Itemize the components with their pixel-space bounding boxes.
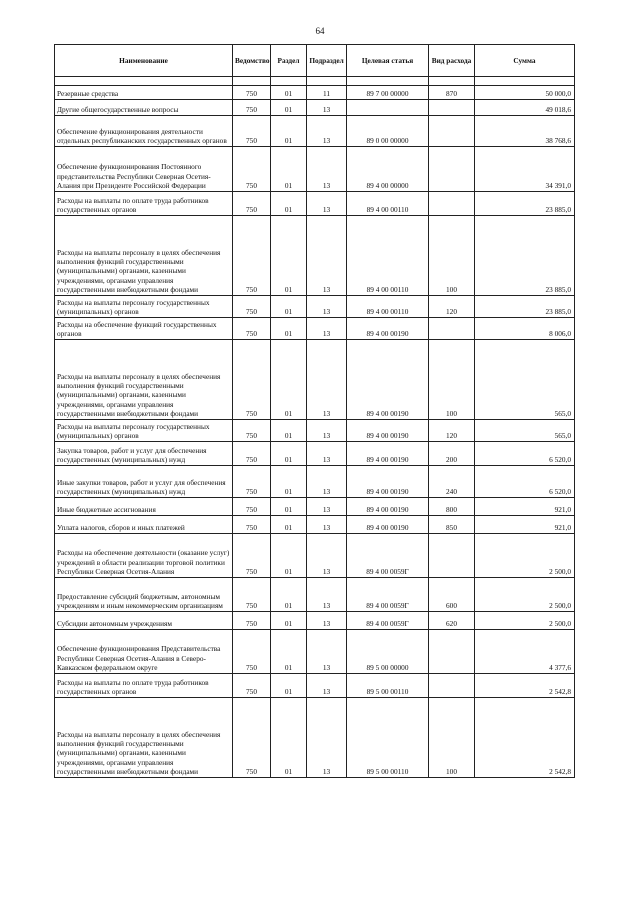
cell-target-item: 89 5 00 00110 [347, 698, 429, 778]
cell-sum: 23 885,0 [475, 192, 575, 216]
cell-department: 750 [233, 420, 271, 442]
cell-expense-type [429, 100, 475, 116]
cell-sum: 6 520,0 [475, 466, 575, 498]
cell-sum: 565,0 [475, 420, 575, 442]
cell-department: 750 [233, 86, 271, 100]
cell-name: Расходы на выплаты по оплате труда работников государственных органов [55, 674, 233, 698]
table-row [55, 116, 575, 147]
cell-target-item: 89 4 00 00110 [347, 216, 429, 296]
cell-expense-type: 850 [429, 516, 475, 534]
cell-sum: 49 018,6 [475, 100, 575, 116]
cell-name: Расходы на выплаты персоналу в целях обеспечения выполнения функций государственными (муниципальными) органами, казенными учреждениями, органами управления государственными внебюджетными фондами [55, 698, 233, 778]
cell-expense-type: 600 [429, 578, 475, 612]
cell-sum: 2 542,8 [475, 698, 575, 778]
cell-target-item [347, 100, 429, 116]
cell-target-item: 89 4 00 00190 [347, 516, 429, 534]
header-expense-type: Вид расхода [429, 45, 475, 77]
cell-department: 750 [233, 340, 271, 420]
cell-subsection: 13 [307, 698, 347, 778]
cell-subsection: 13 [307, 498, 347, 516]
cell-sum: 565,0 [475, 340, 575, 420]
cell-department: 750 [233, 534, 271, 578]
cell-expense-type: 120 [429, 420, 475, 442]
cell-expense-type [429, 534, 475, 578]
cell-name: Иные закупки товаров, работ и услуг для обеспечения государственных (муниципальных) нужд [55, 466, 233, 498]
cell-target-item: 89 4 00 0059Г [347, 534, 429, 578]
cell-expense-type: 100 [429, 698, 475, 778]
table-row [55, 442, 575, 466]
cell-section: 01 [271, 612, 307, 630]
cell-target-item: 89 4 00 00190 [347, 442, 429, 466]
table-row [55, 296, 575, 318]
cell-expense-type: 870 [429, 86, 475, 100]
cell-sum: 8 006,0 [475, 318, 575, 340]
table-row [55, 340, 575, 420]
cell-department: 750 [233, 612, 271, 630]
table-row [55, 534, 575, 578]
cell-name: Другие общегосударственные вопросы [55, 100, 233, 116]
cell-expense-type: 620 [429, 612, 475, 630]
cell-name: Расходы на выплаты по оплате труда работников государственных органов [55, 192, 233, 216]
cell-section: 01 [271, 318, 307, 340]
cell-target-item: 89 5 00 00000 [347, 630, 429, 674]
cell-name: Предоставление субсидий бюджетным, автономным учреждениям и иным некоммерческим организациям [55, 578, 233, 612]
cell-subsection: 13 [307, 216, 347, 296]
cell-sum: 2 500,0 [475, 534, 575, 578]
cell-section: 01 [271, 100, 307, 116]
cell-subsection: 13 [307, 340, 347, 420]
cell-target-item: 89 4 00 00000 [347, 147, 429, 192]
cell-name: Уплата налогов, сборов и иных платежей [55, 516, 233, 534]
cell-section: 01 [271, 630, 307, 674]
cell-subsection: 13 [307, 466, 347, 498]
cell-expense-type: 100 [429, 340, 475, 420]
cell-target-item: 89 0 00 00000 [347, 116, 429, 147]
cell-department: 750 [233, 466, 271, 498]
cell-section: 01 [271, 442, 307, 466]
cell-department: 750 [233, 578, 271, 612]
cell-name: Расходы на выплаты персоналу в целях обеспечения выполнения функций государственными (муниципальными) органами, казенными учреждениями, органами управления государственными внебюджетными фондами [55, 216, 233, 296]
cell-expense-type [429, 674, 475, 698]
cell-expense-type [429, 630, 475, 674]
cell-section: 01 [271, 216, 307, 296]
cell-sum: 2 500,0 [475, 578, 575, 612]
cell-subsection: 13 [307, 534, 347, 578]
cell-expense-type [429, 147, 475, 192]
cell-section: 01 [271, 674, 307, 698]
cell-target-item: 89 4 00 00190 [347, 318, 429, 340]
cell-department: 750 [233, 516, 271, 534]
cell-subsection: 13 [307, 318, 347, 340]
cell-sum: 4 377,6 [475, 630, 575, 674]
cell-name: Расходы на обеспечение деятельности (оказание услуг) учреждений в области реализации торговой политики Республики Северная Осетия-Алания [55, 534, 233, 578]
cell-sum: 38 768,6 [475, 116, 575, 147]
header-subsection: Подраздел [307, 45, 347, 77]
cell-section: 01 [271, 698, 307, 778]
header-target-item: Целевая статья [347, 45, 429, 77]
table-row [55, 612, 575, 630]
cell-target-item: 89 5 00 00110 [347, 674, 429, 698]
cell-section: 01 [271, 192, 307, 216]
cell-section: 01 [271, 578, 307, 612]
table-header-row [55, 45, 575, 77]
cell-expense-type: 240 [429, 466, 475, 498]
table-row [55, 578, 575, 612]
cell-department: 750 [233, 296, 271, 318]
cell-section: 01 [271, 420, 307, 442]
cell-target-item: 89 4 00 00110 [347, 296, 429, 318]
table-row [55, 516, 575, 534]
table-row [55, 466, 575, 498]
cell-section: 01 [271, 86, 307, 100]
cell-subsection: 13 [307, 442, 347, 466]
header-spacer-row [55, 77, 575, 86]
cell-section: 01 [271, 147, 307, 192]
cell-sum: 23 885,0 [475, 216, 575, 296]
page-number: 64 [315, 26, 325, 36]
cell-subsection: 13 [307, 147, 347, 192]
cell-section: 01 [271, 466, 307, 498]
cell-department: 750 [233, 630, 271, 674]
table-body [55, 77, 575, 778]
table-row [55, 420, 575, 442]
table-row [55, 86, 575, 100]
cell-subsection: 13 [307, 116, 347, 147]
cell-name: Расходы на выплаты персоналу государственных (муниципальных) органов [55, 296, 233, 318]
cell-expense-type: 800 [429, 498, 475, 516]
table-row [55, 498, 575, 516]
cell-expense-type: 120 [429, 296, 475, 318]
table-row [55, 147, 575, 192]
cell-subsection: 13 [307, 612, 347, 630]
cell-target-item: 89 4 00 0059Г [347, 578, 429, 612]
cell-target-item: 89 4 00 00190 [347, 498, 429, 516]
header-sum: Сумма [475, 45, 575, 77]
cell-section: 01 [271, 116, 307, 147]
cell-section: 01 [271, 296, 307, 318]
cell-department: 750 [233, 192, 271, 216]
cell-sum: 2 500,0 [475, 612, 575, 630]
cell-expense-type [429, 116, 475, 147]
cell-expense-type: 200 [429, 442, 475, 466]
cell-name: Субсидии автономным учреждениям [55, 612, 233, 630]
cell-subsection: 13 [307, 192, 347, 216]
header-department: Ведомство [233, 45, 271, 77]
cell-department: 750 [233, 442, 271, 466]
cell-subsection: 13 [307, 630, 347, 674]
cell-department: 750 [233, 698, 271, 778]
cell-name: Иные бюджетные ассигнования [55, 498, 233, 516]
header-section: Раздел [271, 45, 307, 77]
cell-section: 01 [271, 498, 307, 516]
cell-name: Обеспечение функционирования Постоянного представительства Республики Северная Осетия-Алания при Президенте Российской Федерации [55, 147, 233, 192]
cell-department: 750 [233, 216, 271, 296]
cell-name: Расходы на выплаты персоналу в целях обеспечения выполнения функций государственными (муниципальными) органами, казенными учреждениями, органами управления государственными внебюджетными фондами [55, 340, 233, 420]
cell-target-item: 89 4 00 00190 [347, 340, 429, 420]
cell-expense-type: 100 [429, 216, 475, 296]
cell-subsection: 11 [307, 86, 347, 100]
cell-section: 01 [271, 534, 307, 578]
table-row [55, 698, 575, 778]
cell-department: 750 [233, 498, 271, 516]
cell-name: Резервные средства [55, 86, 233, 100]
cell-department: 750 [233, 147, 271, 192]
cell-target-item: 89 4 00 0059Г [347, 612, 429, 630]
cell-name: Закупка товаров, работ и услуг для обеспечения государственных (муниципальных) нужд [55, 442, 233, 466]
cell-department: 750 [233, 674, 271, 698]
cell-sum: 921,0 [475, 498, 575, 516]
cell-name: Расходы на выплаты персоналу государственных (муниципальных) органов [55, 420, 233, 442]
table-row [55, 100, 575, 116]
cell-department: 750 [233, 100, 271, 116]
cell-target-item: 89 4 00 00190 [347, 420, 429, 442]
cell-target-item: 89 4 00 00110 [347, 192, 429, 216]
cell-subsection: 13 [307, 100, 347, 116]
cell-sum: 921,0 [475, 516, 575, 534]
table-row [55, 318, 575, 340]
cell-name: Обеспечение функционирования Представительства Республики Северная Осетия-Алания в Северо-Кавказском федеральном округе [55, 630, 233, 674]
cell-sum: 23 885,0 [475, 296, 575, 318]
table-row [55, 192, 575, 216]
header-name: Наименование [55, 45, 233, 77]
table-row [55, 630, 575, 674]
cell-subsection: 13 [307, 420, 347, 442]
cell-expense-type [429, 318, 475, 340]
budget-table [54, 44, 575, 778]
cell-sum: 6 520,0 [475, 442, 575, 466]
table-row [55, 216, 575, 296]
cell-sum: 2 542,8 [475, 674, 575, 698]
cell-subsection: 13 [307, 674, 347, 698]
cell-sum: 50 000,0 [475, 86, 575, 100]
cell-section: 01 [271, 516, 307, 534]
cell-name: Расходы на обеспечение функций государственных органов [55, 318, 233, 340]
cell-subsection: 13 [307, 516, 347, 534]
cell-section: 01 [271, 340, 307, 420]
table-row [55, 674, 575, 698]
cell-department: 750 [233, 116, 271, 147]
cell-target-item: 89 4 00 00190 [347, 466, 429, 498]
cell-expense-type [429, 192, 475, 216]
cell-target-item: 89 7 00 00000 [347, 86, 429, 100]
cell-department: 750 [233, 318, 271, 340]
cell-subsection: 13 [307, 296, 347, 318]
cell-subsection: 13 [307, 578, 347, 612]
cell-sum: 34 391,0 [475, 147, 575, 192]
cell-name: Обеспечение функционирования деятельности отдельных республиканских государственных органов [55, 116, 233, 147]
